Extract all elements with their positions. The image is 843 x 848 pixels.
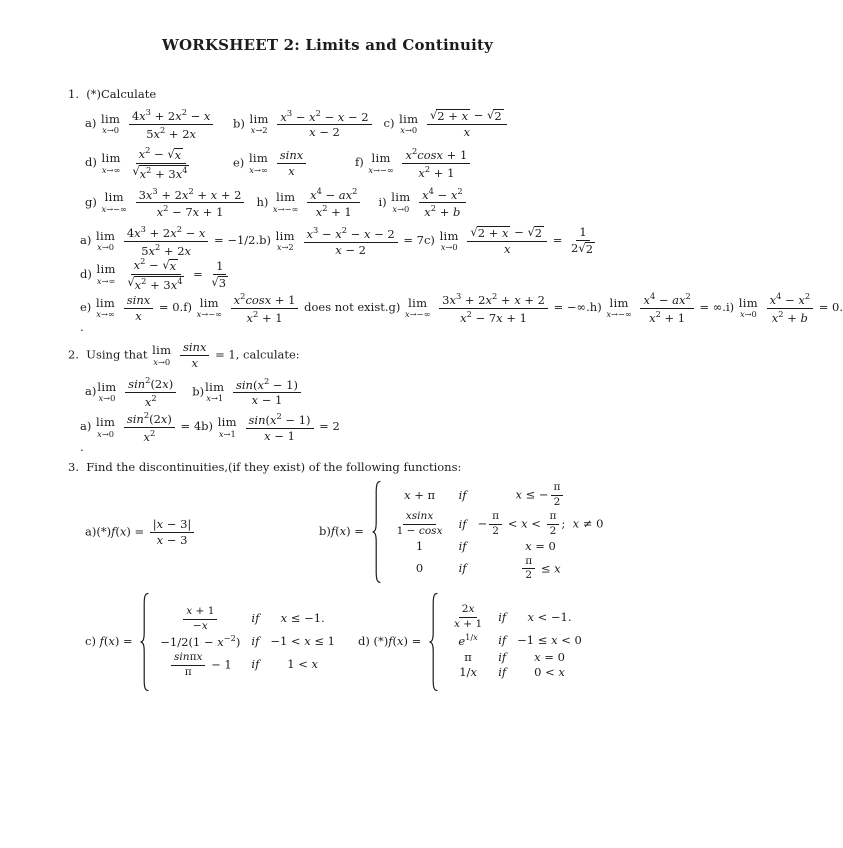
formula-row [85, 146, 641, 180]
formula: b) lim x→1 $\frac{\sin(x^2 - 1)}{x - 1}$ = 2 [201, 411, 340, 443]
formula: h) lim x→−∞ $\frac{x^4 - ax^2}{x^2 + 1}$ = ∞. [589, 290, 726, 325]
formula: i) lim x→0 $\frac{x^4 - x^2}{x^2 + b}$ = 0. [725, 290, 843, 325]
stray-period-2: . [80, 439, 84, 454]
page-title: WORKSHEET 2: Limits and Continuity [161, 36, 494, 54]
problem-1-section [68, 87, 843, 335]
formula: g) lim x→−∞ $\frac{3x^3 + 2x^2 + x + 2}{x^2 - 7x + 1}$ [85, 187, 246, 219]
problem-1-grid [68, 108, 641, 219]
formula: a) lim x→0 $\frac{4x^3 + 2x^2 - x}{5x^2 + 2x}$ [85, 108, 223, 140]
formula: c) lim x→0 √ 2 + x − √ 2 x = 1 2 √ 2 [423, 225, 594, 257]
problem-1-answers [80, 224, 843, 325]
formula: d) (*)f(x) = $\frac{2x}{x + 1}$ if x < −1. $e^{1/x}$ if −1 ≤ x < 0 π if x = 0 1/x if 0 < x [358, 592, 593, 692]
formula: f) lim x→−∞ $\frac{x^2\cos x + 1}{x^2 + 1}$ [355, 147, 472, 179]
stray-period-1: . [80, 320, 84, 335]
left-brace-icon [371, 480, 381, 584]
formula-row [85, 187, 641, 219]
formula: b) lim x→1 $\frac{\sin(x^2 - 1)}{x - 1}$ [192, 377, 303, 408]
formula: a) lim x→0 $\frac{\sin^2(2x)}{x^2}$ [85, 376, 178, 408]
formula: e) lim x→∞ $\frac{\sin x}{x}$ [233, 149, 345, 178]
left-brace-icon [139, 592, 149, 692]
formula: b)f(x) = x + π if x ≤ − $\frac{\pi}{2}$ $\frac{xsinx}{1 - \cos x}$ if − $\frac{\pi}{2}$ < x < $\frac{\pi}{2}$ ; x ≠ 0 1 if x = 0 0 if $\frac{\pi}{2}$ ≤ x [319, 480, 614, 584]
formula: d) lim x→∞ $x^2$ − √ x √ $x^2 + 3x^4$ = 1 √ 3 [80, 256, 227, 292]
problem-2-items [85, 376, 641, 408]
problem-3-row-2 [85, 592, 641, 692]
formula: a)(*)f(x) = $\frac{|x - 3|}{x - 3}$ [85, 518, 307, 547]
problem-3-row-1 [85, 480, 641, 584]
formula: b) lim x→2 $\frac{x^3 - x^2 - x - 2}{x - 2}$ [233, 109, 374, 140]
formula: b) lim x→2 $\frac{x^3 - x^2 - x - 2}{x - 2}$ = 7 [259, 224, 424, 257]
formula-row [85, 108, 641, 140]
formula: c) lim x→0 √ 2 + x − √ 2 x [384, 109, 509, 139]
formula: a) lim x→0 $\frac{\sin^2(2x)}{x^2}$ = 4 [80, 410, 202, 444]
formula: h) lim x→−∞ $\frac{x^4 - ax^2}{x^2 + 1}$ [256, 187, 368, 219]
formula: g) lim x→−∞ $\frac{3x^3 + 2x^2 + x + 2}{x^2 - 7x + 1}$ = −∞. [388, 290, 590, 325]
problem-3-heading: 3. Find the discontinuities,(if they exist) of the following functions: [68, 459, 462, 474]
problem-2-answers [80, 411, 641, 443]
formula: a) lim x→0 $\frac{4x^3 + 2x^2 - x}{5x^2 + 2x}$ = −1/2. [80, 224, 260, 258]
formula: i) lim x→0 $\frac{x^4 - x^2}{x^2 + b}$ [378, 187, 467, 219]
problem-2-section [68, 340, 641, 454]
formula: c) f(x) = $\frac{x + 1}{-x}$ if x ≤ −1. $-1/2(1 - x^{-2})$ if −1 < x ≤ 1 $\frac{\sin\pi x}{\pi}$ − 1 if 1 < x [85, 592, 346, 692]
formula: d) lim x→∞ $x^2$ − √ x √ $x^2 + 3x^4$ [85, 145, 188, 181]
formula: e) lim x→∞ $\frac{\sin x}{x}$ = 0. [80, 292, 184, 323]
formula: f) lim x→−∞ $\frac{x^2\cos x + 1}{x^2 + 1}$ does not exist. [183, 290, 389, 325]
problem-2-heading: 2. Using that lim x→0 $\frac{\sin x}{x}$ = 1, calculate: [68, 340, 300, 370]
left-brace-icon [428, 592, 438, 692]
problem-1-heading: 1. (*)Calculate [68, 87, 157, 101]
problem-3-section [68, 461, 641, 693]
